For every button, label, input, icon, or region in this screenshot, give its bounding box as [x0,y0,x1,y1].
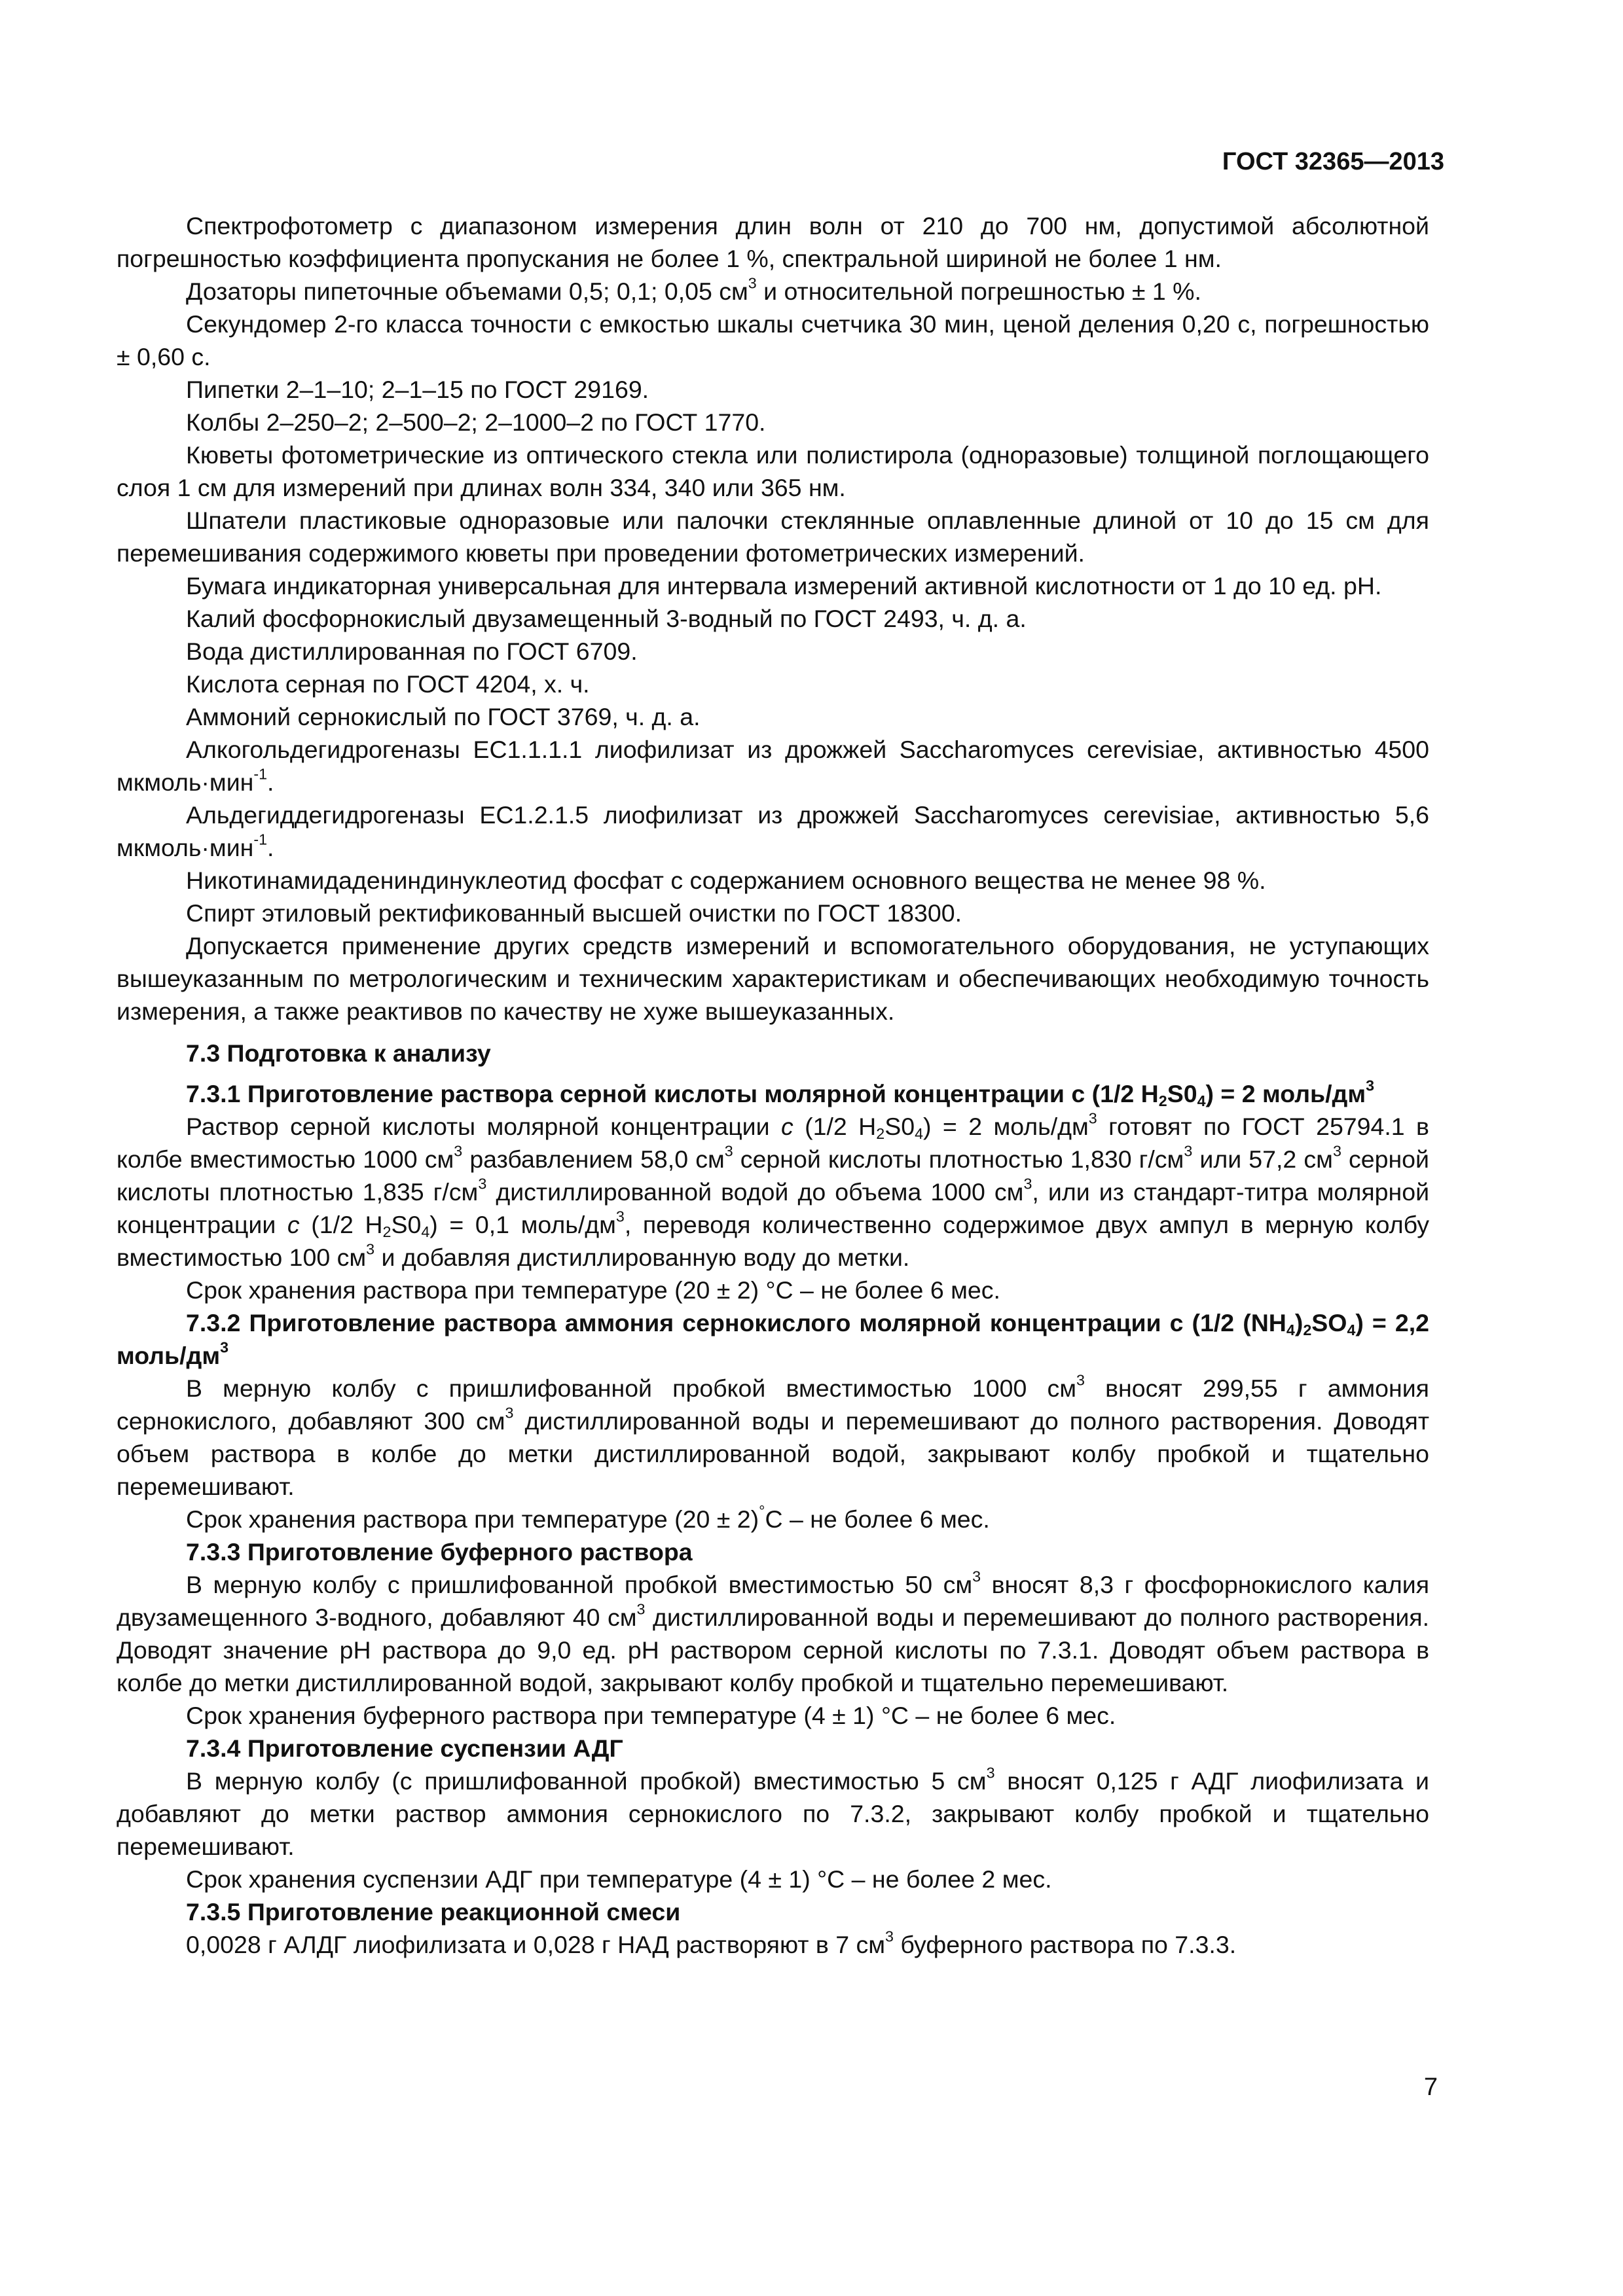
paragraph: Алкогольдегидрогеназы ЕС1.1.1.1 лиофилизат из дрожжей Saccharomyces cerevisiae, активностью 4500 мкмоль·мин$^{-1}$. [117,736,1429,796]
paragraph: Вода дистиллированная по ГОСТ 6709. [186,637,638,665]
paragraph: Калий фосфорнокислый двузамещенный 3-водный по ГОСТ 2493, ч. д. а. [186,605,1027,632]
paragraph: Пипетки 2–1–10; 2–1–15 по ГОСТ 29169. [186,376,649,403]
paragraph: Шпатели пластиковые одноразовые или палочки стеклянные оплавленные длиной от 10 до 15 см для перемешивания содержимого кюветы при проведении фотометрических измерений. [117,507,1429,567]
paragraph: Кюветы фотометрические из оптического стекла или полистирола (одноразовые) толщиной поглощающего слоя 1 см для измерений при длинах волн 334, 340 или 365 нм. [117,441,1429,501]
paragraph: Аммоний сернокислый по ГОСТ 3769, ч. д. а. [186,703,701,730]
page-number: 7 [1423,2073,1438,2101]
document-body [117,209,1429,1961]
paragraph: Срок хранения раствора при температуре (20 ± 2) °С – не более 6 мес. [186,1276,1000,1304]
paragraph: Спирт этиловый ректификованный высшей очистки по ГОСТ 18300. [186,899,962,927]
paragraph: 0,0028 г АЛДГ лиофилизата и 0,028 г НАД растворяют в 7 $см^3$ буферного раствора по 7.3.3. [186,1928,1237,1958]
subsection-heading: 7.3.3 Приготовление буферного раствора [186,1538,693,1566]
paragraph: Секундомер 2-го класса точности с емкостью шкалы счетчика 30 мин, ценой деления 0,20 с, погрешностью ± 0,60 с. [117,310,1429,370]
subsection-heading: 7.3.1 Приготовление раствора серной кислоты молярной концентрации с (1/2 $H_2S0_4) = 2$ моль/$дм^3$ [186,1077,1374,1109]
paragraph: Никотинамидадениндинуклеотид фосфат с содержанием основного вещества не менее 98 %. [186,867,1266,894]
document-header: ГОСТ 32365—2013 [1222,148,1444,175]
paragraph: Бумага индикаторная универсальная для интервала измерений активной кислотности от 1 до 10 ед. pH. [186,572,1382,600]
paragraph: Альдегиддегидрогеназы ЕС1.2.1.5 лиофилизат из дрожжей Saccharomyces cerevisiae, активностью 5,6 мкмоль·мин$^{-1}$. [117,801,1429,861]
paragraph: Срок хранения раствора при температуре (20 ± 2)°С – не более 6 мес. [186,1502,990,1533]
paragraph: Срок хранения суспензии АДГ при температуре (4 ± 1) °С – не более 2 мес. [186,1865,1052,1893]
paragraph: Срок хранения буферного раствора при температуре (4 ± 1) °С – не более 6 мес. [186,1702,1116,1729]
paragraph: Спектрофотометр с диапазоном измерения длин волн от 210 до 700 нм, допустимой абсолютной погрешностью коэффициента пропускания не более 1 %, спектральной шириной не более 1 нм. [117,212,1429,272]
paragraph: Колбы 2–250–2; 2–500–2; 2–1000–2 по ГОСТ 1770. [186,408,766,436]
subsection-heading: 7.3.5 Приготовление реакционной смеси [186,1898,681,1926]
paragraph: Кислота серная по ГОСТ 4204, х. ч. [186,670,590,698]
paragraph: В мерную колбу с пришлифованной пробкой вместимостью 50 $см^3$ вносят 8,3 г фосфорнокислого калия двузамещенного 3-водного, добавляют 40 $см^3$ дистиллированной воды и перемешивают до полного растворения. Доводят значение pH раствора до 9,0 ед. pH раствором серной кислоты по 7.3.1. Доводят объем раствора в колбе до метки дистиллированной водой, закрывают колбу пробкой и тщательно перемешивают. [117,1568,1430,1696]
paragraph: Раствор серной кислоты молярной концентрации с (1/2 $H_2S0_4) = 2$ моль/$дм^3$ готовят по ГОСТ 25794.1 в колбе вместимостью 1000 $см^3$ разбавлением 58,0 $см^3$ серной кислоты плотностью 1,830 $г/см^3$ или 57,2 $см^3$ серной кислоты плотностью 1,835 $г/см^3$ дистиллированной водой до объема 1000 $см^3$, или из стандарт-титра молярной концентрации с (1/2 $H_2S0_4) = 0,1$ моль/$дм^3$, переводя количественно содержимое двух ампул в мерную колбу вместимостью 100 $см^3$ и добавляя дистиллированную воду до метки. [117,1109,1430,1271]
subsection-heading: 7.3.2 Приготовление раствора аммония сернокислого молярной концентрации с (1/2 $(NH_4)_2SO_4) = 2,2$ моль/$дм^3$ [117,1309,1429,1369]
paragraph: В мерную колбу с пришлифованной пробкой вместимостью 1000 $см^3$ вносят 299,55 г аммония сернокислого, добавляют 300 $см^3$ дистиллированной воды и перемешивают до полного растворения. Доводят объем раствора в колбе до метки дистиллированной водой, закрывают колбу пробкой и тщательно перемешивают. [117,1371,1429,1500]
subsection-heading: 7.3.4 Приготовление суспензии АДГ [186,1734,623,1762]
section-heading: 7.3 Подготовка к анализу [186,1039,491,1067]
paragraph: Дозаторы пипеточные объемами 0,5; 0,1; 0,05 $см^3$ и относительной погрешностью ± 1 %. [186,274,1201,305]
paragraph: В мерную колбу (с пришлифованной пробкой) вместимостью 5 $см^3$ вносят 0,125 г АДГ лиофилизата и добавляют до метки раствор аммония сернокислого по 7.3.2, закрывают колбу пробкой и тщательно перемешивают. [117,1764,1429,1860]
paragraph: Допускается применение других средств измерений и вспомогательного оборудования, не уступающих вышеуказанным по метрологическим и техническим характеристикам и обеспечивающих необходимую точность измерения, а также реактивов по качеству не хуже вышеуказанных. [117,932,1429,1025]
